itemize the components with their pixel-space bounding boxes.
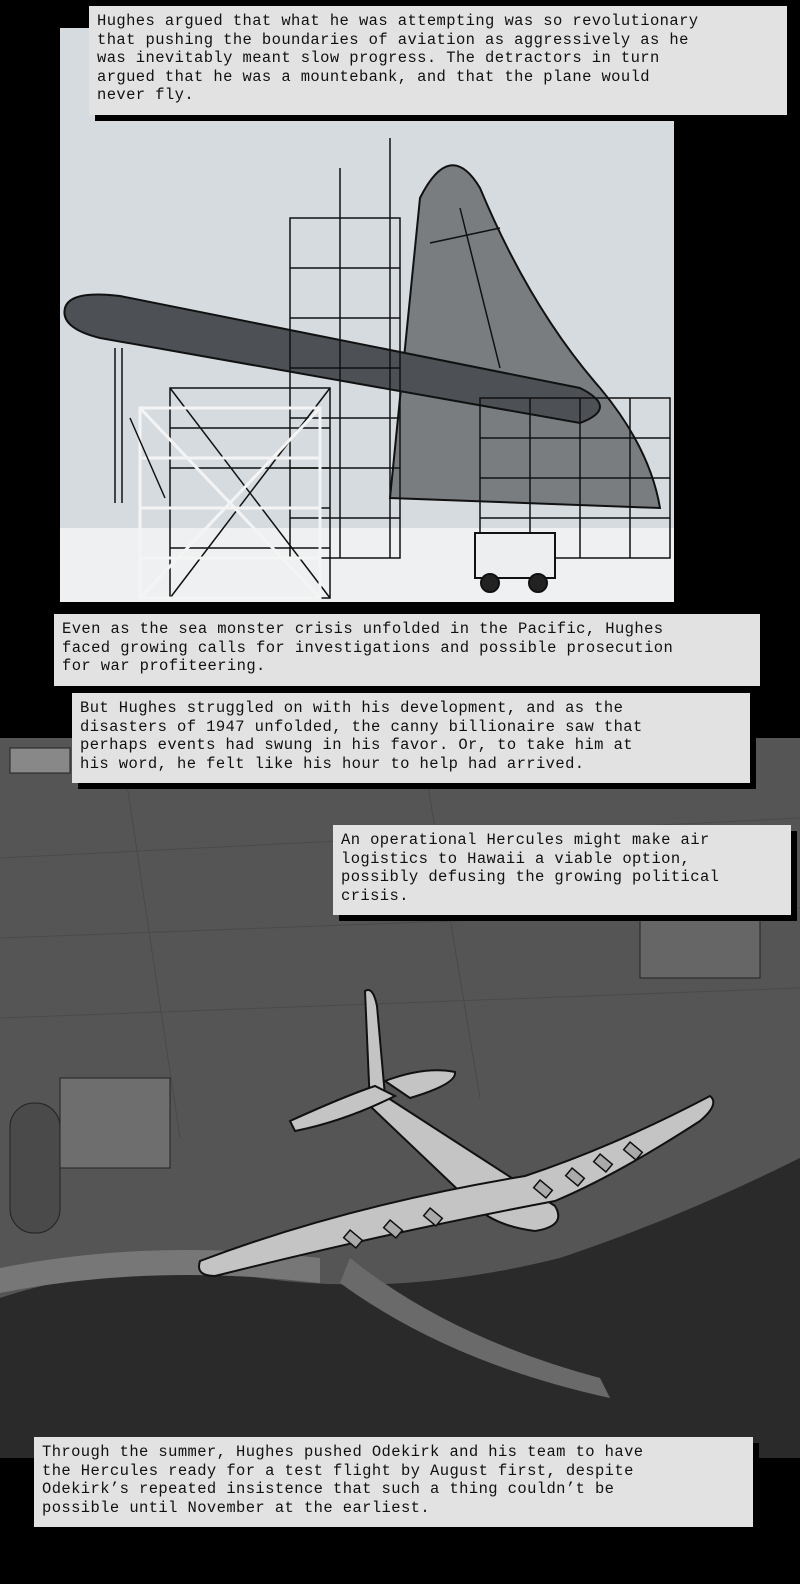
hercules-aircraft bbox=[195, 986, 725, 1286]
caption-through-the-summer: Through the summer, Hughes pushed Odekirk and his team to have the Hercules ready for a test flight by August first, despite Odekirk’s repeated insistence that such a thing couldn’t be possible until November at the earliest. bbox=[34, 1437, 753, 1527]
caption-hughes-struggled: But Hughes struggled on with his development, and as the disasters of 1947 unfolded, the canny billionaire saw that perhaps events had swung in his favor. Or, to take him at his word, he felt like his hour to help had arrived. bbox=[72, 693, 750, 783]
caption-sea-monster-crisis: Even as the sea monster crisis unfolded in the Pacific, Hughes faced growing calls for investigations and possible prosecution for war profiteering. bbox=[54, 614, 760, 686]
caption-hughes-argued: Hughes argued that what he was attempting was so revolutionary that pushing the boundaries of aviation as aggressively as he was inevitably meant slow progress. The detractors in turn argued that he was a mountebank, and that the plane would never fly. bbox=[89, 6, 787, 115]
caption-operational-hercules: An operational Hercules might make air logistics to Hawaii a viable option, possibly defusing the growing political crisis. bbox=[333, 825, 791, 915]
